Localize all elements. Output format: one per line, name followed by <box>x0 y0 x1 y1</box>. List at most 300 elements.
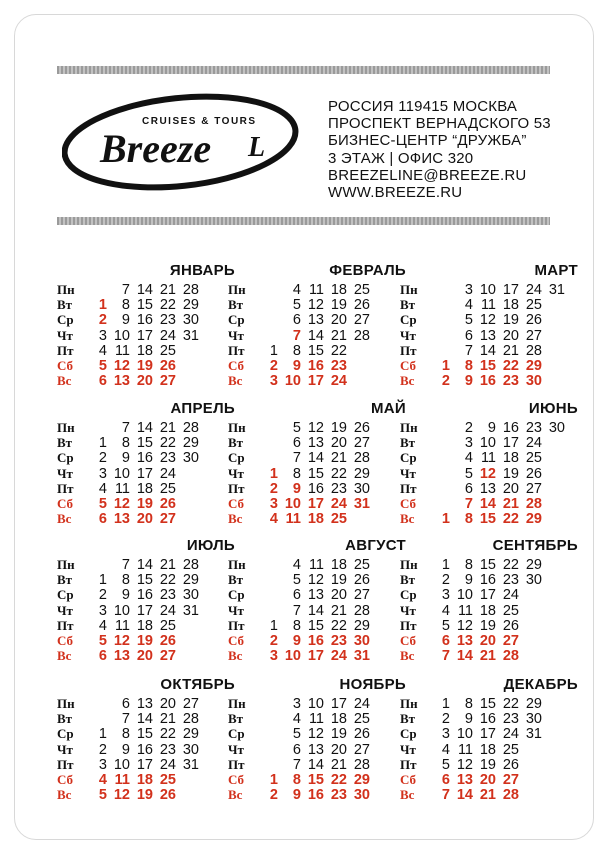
breeze-logo <box>62 92 302 192</box>
day-cell: 19 <box>330 726 347 743</box>
weekday-label: Ср <box>400 587 417 603</box>
day-cell: 3 <box>269 648 278 665</box>
day-cell: 5 <box>98 787 107 804</box>
day-cell: 29 <box>353 772 370 788</box>
day-cell: 30 <box>353 787 370 804</box>
day-cell: 5 <box>292 726 301 743</box>
month-name: СЕНТЯБРЬ <box>492 537 578 554</box>
day-cell: 28 <box>525 496 542 512</box>
day-cell: 24 <box>330 496 347 512</box>
day-cell: 7 <box>292 756 301 773</box>
weekday-row <box>57 297 257 312</box>
day-cell: 19 <box>479 617 496 634</box>
day-cell: 11 <box>308 282 324 298</box>
day-cell: 18 <box>330 557 347 573</box>
weekday-row <box>57 633 257 648</box>
weekday-row <box>57 466 257 481</box>
day-cell: 25 <box>502 741 519 758</box>
day-cell: 18 <box>136 480 153 497</box>
day-cell: 6 <box>464 480 473 497</box>
day-cell: 6 <box>292 312 301 329</box>
weekday-row <box>400 312 600 327</box>
weekday-label: Ср <box>228 587 245 603</box>
day-cell: 9 <box>121 312 130 329</box>
day-cell: 2 <box>464 420 473 436</box>
day-cell: 12 <box>113 787 130 804</box>
day-cell: 26 <box>159 787 176 804</box>
day-cell: 13 <box>136 696 153 712</box>
month-name: АВГУСТ <box>345 537 406 554</box>
day-cell: 18 <box>136 617 153 634</box>
weekday-label: Вс <box>228 648 243 664</box>
day-cell: 10 <box>113 465 130 482</box>
day-cell: 5 <box>98 496 107 512</box>
day-cell: 21 <box>502 342 519 359</box>
day-cell: 30 <box>182 741 199 758</box>
day-cell: 5 <box>464 312 473 329</box>
weekday-row <box>228 618 428 633</box>
day-cell: 8 <box>292 342 301 359</box>
day-cell: 3 <box>269 373 278 390</box>
weekday-row <box>400 603 600 618</box>
month-name: ОКТЯБРЬ <box>160 676 235 693</box>
day-cell: 6 <box>441 772 450 788</box>
weekday-label: Вт <box>228 572 244 588</box>
day-cell: 7 <box>441 787 450 804</box>
day-cell: 15 <box>136 726 153 743</box>
day-cell: 31 <box>182 756 199 773</box>
weekday-label: Пт <box>228 342 245 358</box>
day-cell: 30 <box>525 572 542 589</box>
weekday-row <box>400 572 600 587</box>
day-cell: 17 <box>479 726 496 743</box>
weekday-label: Пн <box>400 282 418 297</box>
day-cell: 12 <box>456 756 473 773</box>
month-block <box>228 262 408 388</box>
day-cell: 6 <box>441 633 450 649</box>
weekday-row <box>400 726 600 741</box>
day-cell: 24 <box>159 465 176 482</box>
weekday-row <box>57 343 257 358</box>
weekday-label: Пн <box>228 557 246 572</box>
day-cell: 4 <box>441 741 450 758</box>
day-cell: 8 <box>121 435 130 452</box>
day-cell: 19 <box>136 633 153 649</box>
day-cell: 11 <box>114 772 130 788</box>
weekday-row <box>57 511 257 526</box>
day-cell: 16 <box>502 420 519 436</box>
day-cell: 23 <box>330 358 347 374</box>
day-cell: 25 <box>330 511 347 528</box>
day-cell: 2 <box>98 312 107 329</box>
weekday-label: Пт <box>57 480 74 496</box>
day-cell: 4 <box>269 511 278 528</box>
month-block <box>228 537 408 663</box>
day-cell: 13 <box>456 772 473 788</box>
day-cell: 10 <box>456 726 473 743</box>
day-cell: 7 <box>292 602 301 619</box>
weekday-label: Вт <box>400 572 416 588</box>
day-cell: 31 <box>353 496 370 512</box>
contact-address <box>328 98 551 201</box>
day-cell: 14 <box>479 496 496 512</box>
day-cell: 21 <box>159 282 176 298</box>
day-cell: 22 <box>159 435 176 452</box>
day-cell: 8 <box>121 726 130 743</box>
address-line: РОССИЯ 119415 МОСКВА <box>328 98 518 115</box>
day-cell: 18 <box>502 297 519 314</box>
month-block <box>228 400 408 526</box>
weekday-row <box>400 787 600 802</box>
day-cell: 9 <box>121 587 130 604</box>
weekday-row <box>228 557 428 572</box>
weekday-row <box>400 435 600 450</box>
day-cell: 11 <box>114 342 130 359</box>
month-name: ЯНВАРЬ <box>169 262 235 279</box>
day-cell: 10 <box>113 602 130 619</box>
weekday-label: Пн <box>400 557 418 572</box>
day-cell: 22 <box>502 557 519 573</box>
day-cell: 23 <box>330 480 347 497</box>
day-cell: 15 <box>307 772 324 788</box>
day-cell: 20 <box>136 511 153 528</box>
day-cell: 3 <box>464 282 473 298</box>
day-cell: 5 <box>292 297 301 314</box>
day-cell: 30 <box>182 312 199 329</box>
weekday-row <box>400 757 600 772</box>
day-cell: 22 <box>159 726 176 743</box>
day-cell: 29 <box>525 358 542 374</box>
day-cell: 3 <box>98 756 107 773</box>
day-cell: 24 <box>330 648 347 665</box>
day-cell: 5 <box>98 633 107 649</box>
day-cell: 19 <box>479 756 496 773</box>
weekday-row <box>228 633 428 648</box>
day-cell: 1 <box>269 342 278 359</box>
day-cell: 24 <box>330 373 347 390</box>
weekday-row <box>57 358 257 373</box>
website-link[interactable]: WWW.BREEZE.RU <box>328 184 463 202</box>
day-cell: 18 <box>307 511 324 528</box>
day-cell: 29 <box>525 511 542 528</box>
month-name: ДЕКАБРЬ <box>503 676 578 693</box>
day-cell: 25 <box>159 617 176 634</box>
weekday-label: Пт <box>228 480 245 496</box>
weekday-label: Пт <box>228 756 245 772</box>
day-cell: 23 <box>330 787 347 804</box>
day-cell: 11 <box>285 511 301 528</box>
day-cell: 3 <box>98 465 107 482</box>
weekday-row <box>228 603 428 618</box>
day-cell: 1 <box>441 696 450 712</box>
day-cell: 5 <box>292 420 301 436</box>
day-cell: 17 <box>136 756 153 773</box>
day-cell: 15 <box>479 358 496 374</box>
day-cell: 30 <box>525 373 542 390</box>
weekday-row <box>400 648 600 663</box>
day-cell: 27 <box>353 435 370 452</box>
day-cell: 27 <box>353 741 370 758</box>
day-cell: 9 <box>464 572 473 589</box>
day-cell: 20 <box>159 696 176 712</box>
day-cell: 23 <box>525 420 542 436</box>
month-block <box>400 400 580 526</box>
weekday-label: Ср <box>57 312 74 328</box>
weekday-row <box>57 772 257 787</box>
day-cell: 9 <box>487 420 496 436</box>
day-cell: 19 <box>330 420 347 436</box>
day-cell: 21 <box>502 496 519 512</box>
weekday-row <box>400 282 600 297</box>
day-cell: 20 <box>136 373 153 390</box>
day-cell: 26 <box>353 297 370 314</box>
day-cell: 27 <box>159 373 176 390</box>
day-cell: 28 <box>182 282 199 298</box>
day-cell: 13 <box>113 373 130 390</box>
day-cell: 19 <box>136 496 153 512</box>
day-cell: 4 <box>98 480 107 497</box>
weekday-row <box>400 587 600 602</box>
weekday-label: Ср <box>57 450 74 466</box>
day-cell: 16 <box>307 358 324 374</box>
day-cell: 17 <box>136 602 153 619</box>
email-link[interactable]: BREEZELINE@BREEZE.RU <box>328 166 527 184</box>
weekday-label: Ср <box>400 450 417 466</box>
top-divider <box>57 66 550 74</box>
day-cell: 22 <box>330 342 347 359</box>
weekday-row <box>57 496 257 511</box>
day-cell: 2 <box>441 711 450 728</box>
month-name: МАЙ <box>370 400 406 417</box>
day-cell: 9 <box>121 450 130 467</box>
weekday-label: Сб <box>228 633 245 648</box>
day-cell: 23 <box>502 373 519 390</box>
day-cell: 21 <box>330 327 347 344</box>
day-cell: 18 <box>136 772 153 788</box>
weekday-label: Вс <box>228 511 243 527</box>
weekday-label: Ср <box>228 450 245 466</box>
day-cell: 28 <box>182 557 199 573</box>
day-cell: 6 <box>98 511 107 528</box>
day-cell: 20 <box>330 435 347 452</box>
weekday-row <box>228 648 428 663</box>
weekday-row <box>228 373 428 388</box>
day-cell: 27 <box>502 772 519 788</box>
weekday-row <box>228 696 428 711</box>
weekday-row <box>400 557 600 572</box>
weekday-label: Вс <box>400 511 415 527</box>
day-cell: 26 <box>159 496 176 512</box>
day-cell: 18 <box>136 342 153 359</box>
day-cell: 1 <box>98 297 107 314</box>
weekday-label: Вс <box>57 787 72 803</box>
day-cell: 3 <box>98 327 107 344</box>
day-cell: 13 <box>113 511 130 528</box>
day-cell: 10 <box>113 327 130 344</box>
weekday-label: Пн <box>57 696 75 711</box>
weekday-label: Пт <box>57 617 74 633</box>
weekday-row <box>228 772 428 787</box>
day-cell: 11 <box>308 557 324 573</box>
weekday-label: Ср <box>57 726 74 742</box>
day-cell: 23 <box>159 312 176 329</box>
day-cell: 12 <box>307 420 324 436</box>
day-cell: 24 <box>159 602 176 619</box>
day-cell: 14 <box>456 648 473 665</box>
day-cell: 22 <box>330 772 347 788</box>
day-cell: 11 <box>114 617 130 634</box>
day-cell: 14 <box>307 602 324 619</box>
weekday-label: Чт <box>57 465 73 481</box>
weekday-row <box>400 358 600 373</box>
day-cell: 17 <box>502 435 519 452</box>
day-cell: 12 <box>307 572 324 589</box>
day-cell: 9 <box>292 358 301 374</box>
day-cell: 25 <box>353 282 370 298</box>
day-cell: 28 <box>525 342 542 359</box>
day-cell: 12 <box>456 617 473 634</box>
month-name: НОЯБРЬ <box>339 676 406 693</box>
day-cell: 13 <box>307 587 324 604</box>
day-cell: 25 <box>525 297 542 314</box>
day-cell: 26 <box>159 358 176 374</box>
weekday-label: Пт <box>400 617 417 633</box>
weekday-label: Пн <box>400 696 418 711</box>
day-cell: 8 <box>464 696 473 712</box>
day-cell: 20 <box>330 741 347 758</box>
day-cell: 27 <box>159 648 176 665</box>
weekday-row <box>400 742 600 757</box>
weekday-row <box>228 466 428 481</box>
day-cell: 1 <box>269 772 278 788</box>
day-cell: 21 <box>479 787 496 804</box>
weekday-label: Вс <box>57 373 72 389</box>
day-cell: 11 <box>480 297 496 314</box>
weekday-row <box>57 328 257 343</box>
day-cell: 24 <box>502 726 519 743</box>
day-cell: 4 <box>292 282 301 298</box>
day-cell: 17 <box>307 496 324 512</box>
day-cell: 13 <box>307 741 324 758</box>
day-cell: 27 <box>182 696 199 712</box>
weekday-row <box>228 587 428 602</box>
day-cell: 1 <box>98 435 107 452</box>
day-cell: 8 <box>121 297 130 314</box>
weekday-label: Чт <box>228 602 244 618</box>
weekday-row <box>57 557 257 572</box>
day-cell: 20 <box>479 772 496 788</box>
day-cell: 28 <box>353 602 370 619</box>
day-cell: 7 <box>464 342 473 359</box>
day-cell: 8 <box>464 511 473 528</box>
day-cell: 22 <box>159 297 176 314</box>
weekday-row <box>57 450 257 465</box>
weekday-label: Чт <box>400 327 416 343</box>
day-cell: 30 <box>182 587 199 604</box>
day-cell: 22 <box>330 465 347 482</box>
day-cell: 24 <box>502 587 519 604</box>
day-cell: 15 <box>479 511 496 528</box>
day-cell: 20 <box>330 587 347 604</box>
day-cell: 7 <box>121 420 130 436</box>
day-cell: 13 <box>479 327 496 344</box>
day-cell: 11 <box>308 711 324 728</box>
day-cell: 25 <box>502 602 519 619</box>
weekday-label: Чт <box>228 741 244 757</box>
day-cell: 28 <box>502 787 519 804</box>
day-cell: 28 <box>353 450 370 467</box>
weekday-row <box>57 618 257 633</box>
weekday-row <box>57 481 257 496</box>
weekday-label: Вт <box>57 435 73 451</box>
day-cell: 1 <box>98 726 107 743</box>
day-cell: 16 <box>479 373 496 390</box>
weekday-row <box>228 787 428 802</box>
day-cell: 11 <box>114 480 130 497</box>
weekday-row <box>228 742 428 757</box>
day-cell: 21 <box>479 648 496 665</box>
day-cell: 26 <box>502 756 519 773</box>
day-cell: 6 <box>292 741 301 758</box>
day-cell: 17 <box>136 465 153 482</box>
weekday-row <box>400 420 600 435</box>
day-cell: 1 <box>98 572 107 589</box>
day-cell: 18 <box>330 711 347 728</box>
weekday-row <box>400 696 600 711</box>
weekday-label: Пн <box>57 282 75 297</box>
day-cell: 8 <box>292 465 301 482</box>
weekday-row <box>57 282 257 297</box>
day-cell: 22 <box>502 358 519 374</box>
month-block <box>400 537 580 663</box>
weekday-label: Ср <box>57 587 74 603</box>
day-cell: 30 <box>353 633 370 649</box>
weekday-row <box>57 420 257 435</box>
day-cell: 22 <box>330 617 347 634</box>
day-cell: 30 <box>182 450 199 467</box>
weekday-row <box>57 603 257 618</box>
day-cell: 20 <box>330 312 347 329</box>
weekday-label: Вт <box>57 297 73 313</box>
day-cell: 26 <box>353 572 370 589</box>
weekday-label: Вс <box>400 787 415 803</box>
day-cell: 23 <box>159 587 176 604</box>
weekday-row <box>228 450 428 465</box>
weekday-label: Вт <box>400 297 416 313</box>
day-cell: 16 <box>136 741 153 758</box>
weekday-row <box>228 481 428 496</box>
day-cell: 4 <box>292 711 301 728</box>
day-cell: 21 <box>330 450 347 467</box>
day-cell: 5 <box>464 465 473 482</box>
weekday-label: Чт <box>400 465 416 481</box>
day-cell: 31 <box>182 327 199 344</box>
day-cell: 13 <box>307 312 324 329</box>
day-cell: 25 <box>525 450 542 467</box>
weekday-row <box>228 511 428 526</box>
day-cell: 4 <box>292 557 301 573</box>
day-cell: 11 <box>480 450 496 467</box>
day-cell: 27 <box>159 511 176 528</box>
day-cell: 23 <box>502 572 519 589</box>
day-cell: 6 <box>98 648 107 665</box>
weekday-row <box>228 711 428 726</box>
day-cell: 9 <box>292 480 301 497</box>
day-cell: 13 <box>307 435 324 452</box>
day-cell: 30 <box>548 420 565 436</box>
day-cell: 10 <box>479 282 496 298</box>
weekday-label: Чт <box>400 602 416 618</box>
